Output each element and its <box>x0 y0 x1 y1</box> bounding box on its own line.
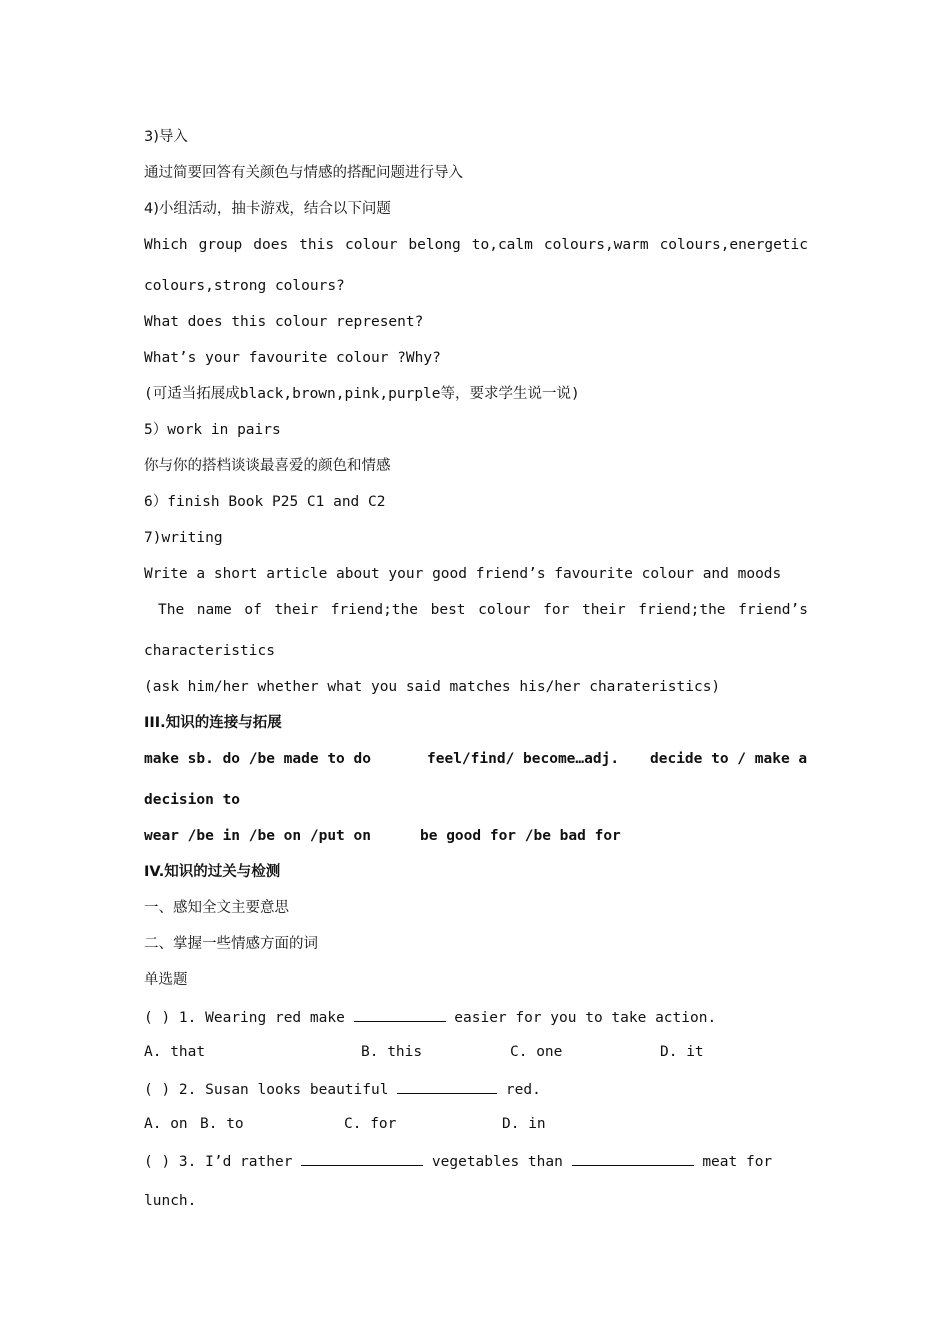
phrase-decide: decide to / make a <box>650 751 808 767</box>
step-3-heading: 3)导入 <box>144 129 188 145</box>
extension-note: (可适当拓展成black,brown,pink,purple等，要求学生说一说) <box>144 386 580 402</box>
question-2-stem-end: red. <box>505 1082 541 1098</box>
phrase-line-1-cont: decision to <box>144 792 241 808</box>
question-line-1: Which group does this colour belong to,calm colours,warm colours,energetic <box>144 237 808 253</box>
question-3-stem-end: meat for <box>702 1154 773 1170</box>
question-2-blank[interactable] <box>397 1079 497 1094</box>
question-2 <box>144 1079 808 1099</box>
subsection-2: 二、掌握一些情感方面的词 <box>144 936 318 952</box>
phrase-feel: feel/find/ become…adj. <box>427 751 620 767</box>
writing-task: Write a short article about your good friend’s favourite colour and moods <box>144 566 782 582</box>
question-3-blank-1[interactable] <box>301 1151 423 1166</box>
step-3-text: 通过简要回答有关颜色与情感的搭配问题进行导入 <box>144 165 463 181</box>
subsection-1: 一、感知全文主要意思 <box>144 900 289 916</box>
question-line-2: What does this colour represent? <box>144 314 424 330</box>
phrase-make: make sb. do /be made to do <box>144 751 371 767</box>
section-iii-heading: III.知识的连接与拓展 <box>144 715 282 731</box>
step-5-text: 你与你的搭档谈谈最喜爱的颜色和情感 <box>144 458 391 474</box>
question-1 <box>144 1007 808 1027</box>
question-3-stem: I’d rather <box>205 1154 293 1170</box>
question-1-option-b[interactable]: B. this <box>361 1044 423 1060</box>
step-7-heading: 7)writing <box>144 530 223 546</box>
step-4-heading: 4)小组活动，抽卡游戏，结合以下问题 <box>144 201 391 217</box>
question-3-cont: lunch. <box>144 1193 197 1209</box>
question-1-blank[interactable] <box>354 1007 446 1022</box>
question-1-stem-end: easier for you to take action. <box>454 1010 717 1026</box>
phrase-good-for: be good for /be bad for <box>420 828 621 844</box>
question-2-option-d[interactable]: D. in <box>502 1116 546 1132</box>
question-1-option-c[interactable]: C. one <box>510 1044 563 1060</box>
multiple-choice-heading: 单选题 <box>144 972 188 988</box>
writing-points-cont: characteristics <box>144 643 275 659</box>
section-iv-heading: IV.知识的过关与检测 <box>144 864 281 880</box>
phrase-wear: wear /be in /be on /put on <box>144 828 371 844</box>
step-5-heading: 5）work in pairs <box>144 422 281 438</box>
question-2-stem: Susan looks beautiful <box>205 1082 389 1098</box>
question-line-1-cont: colours,strong colours? <box>144 278 345 294</box>
question-1-option-d[interactable]: D. it <box>660 1044 704 1060</box>
question-2-option-c[interactable]: C. for <box>344 1116 397 1132</box>
question-3 <box>144 1151 808 1171</box>
question-2-option-a[interactable]: A. on <box>144 1116 188 1132</box>
question-3-number: ( ) 3. <box>144 1154 197 1170</box>
step-6-heading: 6）finish Book P25 C1 and C2 <box>144 494 386 510</box>
question-2-option-b[interactable]: B. to <box>200 1116 244 1132</box>
question-1-number: ( ) 1. <box>144 1010 197 1026</box>
question-line-3: What’s your favourite colour ?Why? <box>144 350 441 366</box>
writing-note: (ask him/her whether what you said matches his/her charateristics) <box>144 679 721 695</box>
question-1-stem: Wearing red make <box>205 1010 345 1026</box>
question-3-stem-middle: vegetables than <box>431 1154 563 1170</box>
question-2-number: ( ) 2. <box>144 1082 197 1098</box>
writing-points: The name of their friend;the best colour for their friend;the friend’s <box>158 602 808 618</box>
question-1-option-a[interactable]: A. that <box>144 1044 206 1060</box>
question-3-blank-2[interactable] <box>572 1151 694 1166</box>
